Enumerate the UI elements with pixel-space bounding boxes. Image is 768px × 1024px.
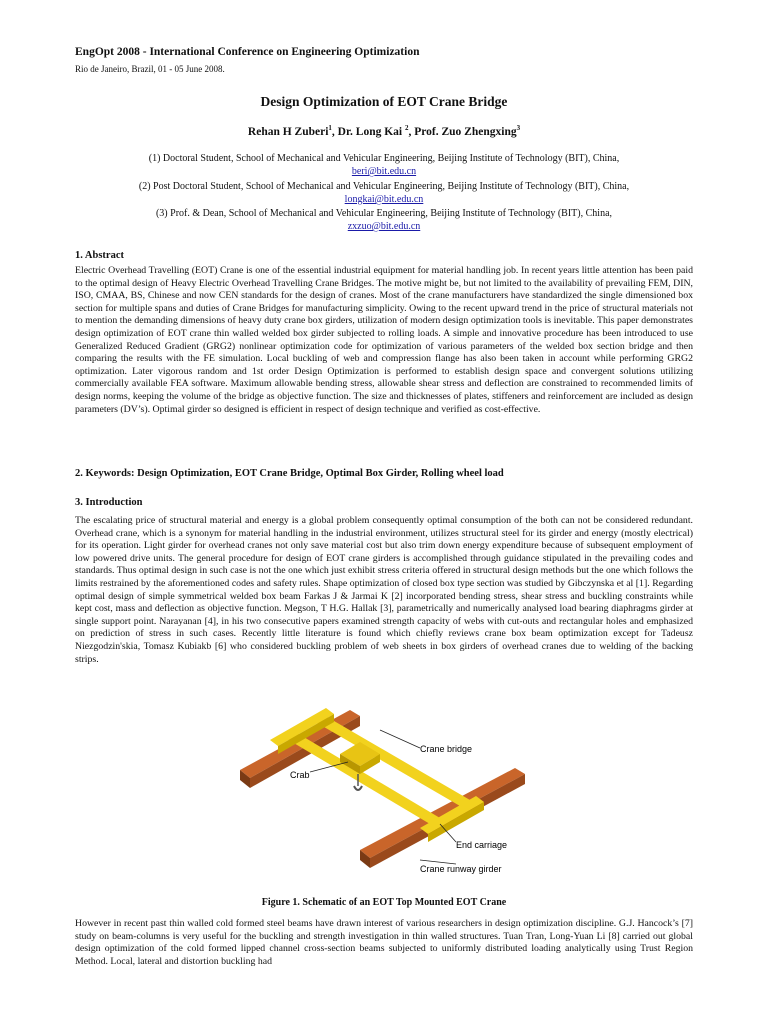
author-name: Prof. Zuo Zhengxing [414, 125, 517, 138]
paper-title: Design Optimization of EOT Crane Bridge [260, 94, 508, 109]
label-runway-girder: Crane runway girder [420, 864, 502, 874]
author-name: Dr. Long Kai [337, 125, 405, 138]
author-sup: 1 [328, 124, 332, 132]
label-crab: Crab [290, 770, 310, 780]
abstract-heading: 1. Abstract [75, 250, 124, 261]
introduction-text: The escalating price of structural material and energy is a global problem consequently optimal consumption of the both can not be considered redundant. Overhead crane, which is a synonym for material handling in the industrial environment, utilizes structural steel for its girder and energy (mostly electrical) for its operation. Light girder for overhead cranes not only save material cost but also trim down energy expenditure because of subsequent employment of low powered drive units. The general procedure for design of EOT crane girders is accomplished through guidance stipulated in the prevailing codes and standards. Thus optimal design in such case is not the one which just exhibit stress criteria offered in structural design methods but the one which follows the limits restrained by the aforementioned codes and safety rules. Shape optimization of closed box type section was studied by Gibczynska et al [1]. Regarding optimal design of simple symmetrical welded box beam Farkas J & Jarmai K [2] incorporated bending stress, shear stress and buckling constraints while kept cost, mass and deflection as objective function. Megson, T H.G. Hallak [3], parametrically and numerically analysed load bearing diaphragms girder at single support point. Narayanan [4], in his two consecutive papers examined strength capacity of webs with cut-outs and rectangular holes and emphasized on prediction of stress in such cases. Recently little literature is found which chiefly reviews crane box beam optimization except for Tadeusz Niezgodzin'skia, Tomasz Kubiakb [6] who considered buckling problem of web sheets in box girders of overhead cranes due to welding of the backing strips. [75, 515, 693, 665]
author-list: Rehan H Zuberi$^1$, Dr. Long Kai $^2$, Prof. Zuo Zhengxing$^3$ [247, 124, 521, 138]
email-link[interactable]: longkai@bit.edu.cn [344, 194, 424, 205]
affiliation-2: (2) Post Doctoral Student, School of Mechanical and Vehicular Engineering, Beijing Institute of Technology (BIT), China, longkai@bit.edu.cn [60, 180, 708, 206]
affiliation-3: (3) Prof. & Dean, School of Mechanical and Vehicular Engineering, Beijing Institute of Technology (BIT), China, zxzuo@bit.edu.cn [60, 207, 708, 233]
label-end-carriage: End carriage [456, 840, 508, 850]
abstract-text: Electric Overhead Travelling (EOT) Crane is one of the essential industrial equipment for material handling job. In recent years little attention has been paid to the optimal design of Heavy Electric Overhead Travelling Crane Bridges. The motive might be, but not limited to the availability of prevailing FEM, DIN, ISO, CMAA, BS, Chinese and now CEN standards for the design of cranes. Most of the crane manufacturers have standardized the single dimensioned box section for multiple spans and duties of Crane Bridges for manufacturing simplicity. Owing to the recent upward trend in the price of structural materials not to mention the demanding dimensions of heavy duty crane box girders, utilization of modern design optimization tools is inevitable. This paper demonstrates design optimization of EOT crane thin walled welded box girder subjected to rolling loads. A simple and innovative procedure has been introduced to use Generalized Reduced Gradient (GRG2) nonlinear optimization code for optimization of various parameters of the welded box section bridge and then comparing the results with the FE simulation. Local buckling of web and compression flange has also been taken in account while performing GRG2 optimization. Later vigorous random and 1st order Design Optimization is performed to establish design space and convergent solutions utilizing commercially available FEA software. Maximum allowable bending stress, allowable shear stress and deflection are constrained to recommended limits of design norms, keeping the volume of the bridge as objective function. The size and thicknesses of plates, stiffeners and reinforcement are included as design parameters (DV’s). Optimal girder so designed is efficient in respect of design technique and verified as cost-effective. [75, 265, 693, 415]
email-link[interactable]: beri@bit.edu.cn [351, 166, 417, 177]
author-name: Rehan H Zuberi [247, 125, 329, 138]
figure-caption: Figure 1. Schematic of an EOT Top Mounted EOT Crane [261, 897, 507, 908]
conference-header: EngOpt 2008 - International Conference on Engineering Optimization [75, 46, 420, 58]
conference-location: Rio de Janeiro, Brazil, 01 - 05 June 2008. [75, 64, 225, 74]
author-sup: 2 [404, 124, 409, 132]
label-crane-bridge: Crane bridge [420, 744, 473, 754]
email-link[interactable]: zxzuo@bit.edu.cn [347, 221, 421, 232]
introduction-heading: 3. Introduction [75, 497, 143, 508]
crane-schematic-figure [230, 700, 530, 880]
post-figure-text: However in recent past thin walled cold formed steel beams have drawn interest of various researchers in design optimization discipline. G.J. Hancock’s [7] study on beam-columns is very useful for the buckling and strength investigation in thin walled structures. Tuan Tran, Long-Yuan Li [8] carried out global design optimization of the cold formed lipped channel cross-section beams subjected to uniformly distributed loading analytically using Trust Region Method. Local, lateral and distortion buckling had [75, 918, 693, 967]
author-sup: 3 [516, 124, 521, 132]
affiliation-1: (1) Doctoral Student, School of Mechanical and Vehicular Engineering, Beijing Institute of Technology (BIT), China, beri@bit.edu.cn [60, 152, 708, 178]
keywords-line: 2. Keywords: Design Optimization, EOT Crane Bridge, Optimal Box Girder, Rolling wheel load [75, 468, 504, 479]
